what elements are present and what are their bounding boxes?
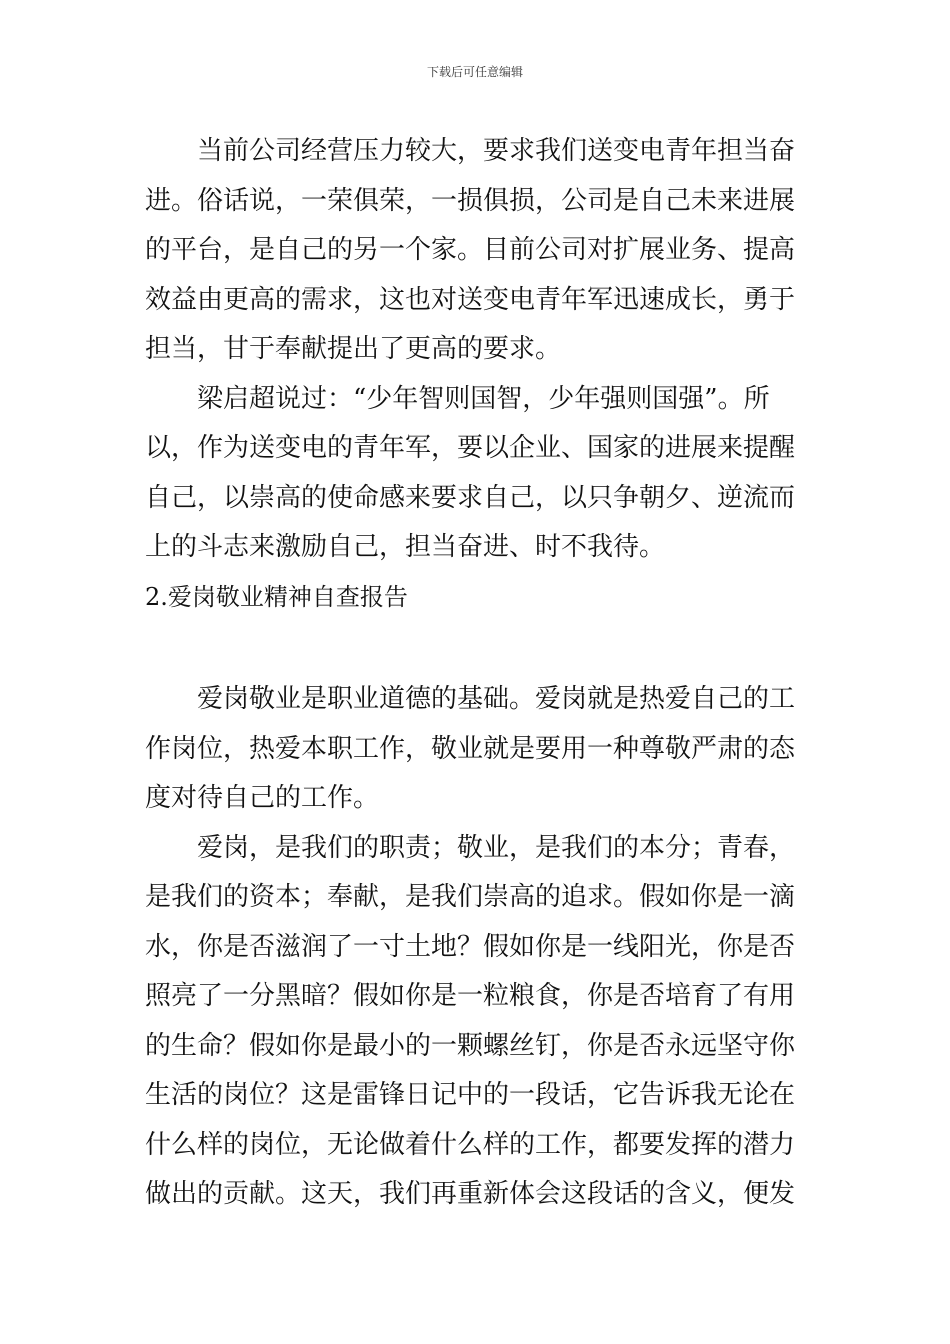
text-line: 水，你是否滋润了一寸土地？假如你是一线阳光，你是否 <box>145 931 796 962</box>
text-line: 的生命？假如你是最小的一颗螺丝钉，你是否永远坚守你 <box>145 1030 796 1061</box>
text-line: 生活的岗位？这是雷锋日记中的一段话，它告诉我无论在 <box>145 1080 796 1110</box>
text-line: 上的斗志来激励自己，担当奋进、时不我待。 <box>145 532 666 562</box>
paragraph-pressure <box>145 127 815 375</box>
page-header: 下载后可任意编辑 <box>426 65 523 79</box>
text-line: 作岗位，热爱本职工作，敬业就是要用一种尊敬严肃的态 <box>145 733 796 764</box>
text-line: 照亮了一分黑暗？假如你是一粒粮食，你是否培育了有用 <box>145 981 796 1011</box>
paragraph-lei-feng <box>145 824 815 1220</box>
text-line: 担当，甘于奉献提出了更高的要求。 <box>145 334 562 364</box>
blank-line <box>145 622 815 675</box>
text-line: 自己，以崇高的使命感来要求自己，以只争朝夕、逆流而 <box>145 482 796 513</box>
paragraph-dedication-basis <box>145 675 815 824</box>
text-line: 度对待自己的工作。 <box>145 783 380 813</box>
section-heading: 2.爱岗敬业精神自查报告 <box>145 582 408 611</box>
text-line: 爱岗，是我们的职责；敬业，是我们的本分；青春， <box>197 832 796 863</box>
text-line: 什么样的岗位，无论做着什么样的工作，都要发挥的潜力 <box>145 1129 796 1160</box>
document-body <box>145 127 815 1220</box>
text-line: 的平台，是自己的另一个家。目前公司对扩展业务、提高 <box>145 235 796 265</box>
paragraph-liang-qichao <box>145 375 815 573</box>
text-line: 是我们的资本；奉献，是我们崇高的追求。假如你是一滴 <box>145 882 796 912</box>
text-line: 梁启超说过：“少年智则国智，少年强则国强”。所 <box>197 383 770 414</box>
text-line: 做出的贡献。这天，我们再重新体会这段话的含义，便发 <box>145 1179 796 1209</box>
text-line: 进。俗话说，一荣俱荣，一损俱损，公司是自己未来进展 <box>145 185 796 216</box>
text-line: 效益由更高的需求，这也对送变电青年军迅速成长，勇于 <box>145 284 796 315</box>
text-line: 以，作为送变电的青年军，要以企业、国家的进展来提醒 <box>145 433 796 463</box>
text-line: 爱岗敬业是职业道德的基础。爱岗就是热爱自己的工 <box>197 684 796 714</box>
text-line: 当前公司经营压力较大，要求我们送变电青年担当奋 <box>197 136 796 166</box>
